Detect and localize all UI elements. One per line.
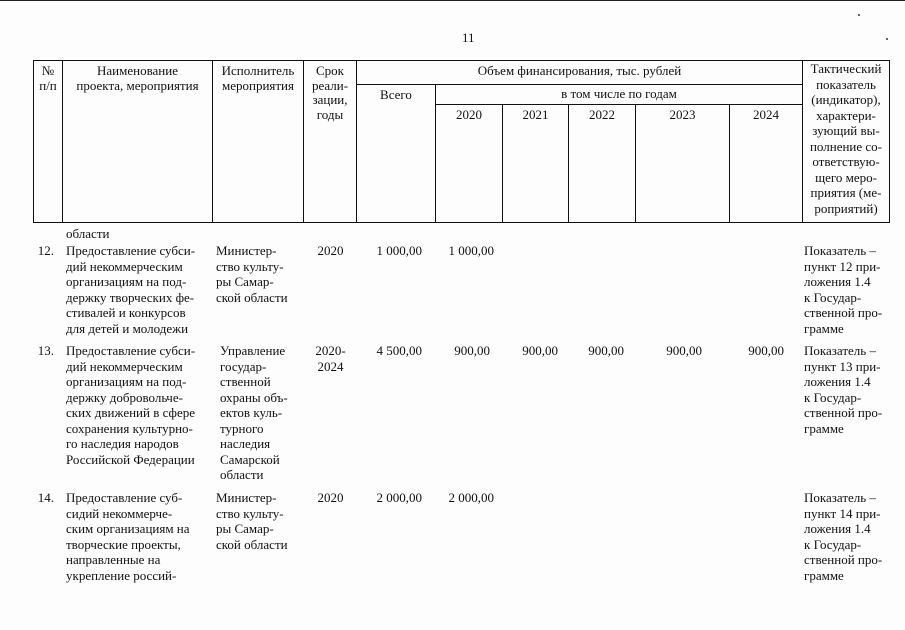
- row-executor: Министер- ство культу- ры Самар- ской области: [216, 490, 288, 552]
- header-col-funding: Объем финансирования, тыс. рублей: [357, 61, 803, 85]
- header-year-2020: 2020: [436, 105, 503, 223]
- row-year-2020: 2 000,00: [448, 490, 494, 505]
- row-name: Предоставление субси- дий некоммерческим организациям на под- держку добровольче- ских движений в сфере сохранения культурно- го наследия народов Российской Федерации: [66, 343, 196, 467]
- header-col-number: № п/п: [34, 61, 63, 223]
- row-year-2020: 1 000,00: [448, 243, 494, 258]
- row-year-2020: 900,00: [454, 343, 490, 358]
- page-top-edge: [0, 0, 905, 1]
- row-indicator: Показатель – пункт 12 при- ложения 1.4 к Государ- ственной про- грамме: [804, 243, 883, 336]
- row-year-2023: 900,00: [666, 343, 702, 358]
- row-executor: Управление государ- ственной охраны объ- ектов куль- турного наследия Самарской области: [220, 343, 288, 482]
- header-col-indicator: Тактический показатель (индикатор), характери- зующий вы- полнение со- ответствую- щего меро- приятия (ме- роприятий): [803, 61, 889, 223]
- header-col-total: Всего: [357, 85, 436, 223]
- row-total: 4 500,00: [376, 343, 422, 358]
- header-year-2022: 2022: [569, 105, 636, 223]
- row-name: Предоставление суб- сидий некоммерче- ским организациям на творческие проекты, направленные на укрепление россий-: [66, 490, 190, 583]
- row-number: 14.: [37, 490, 54, 505]
- row-total: 1 000,00: [376, 243, 422, 258]
- row-name: Предоставление субси- дий некоммерческим организациям на под- держку творческих фе- стивалей и конкурсов для детей и молодежи: [66, 243, 196, 336]
- row-number: 12.: [37, 243, 54, 258]
- header-col-term: Срок реали- зации, годы: [304, 61, 357, 223]
- scan-speck: [858, 14, 860, 16]
- header-col-executor: Исполнитель мероприятия: [213, 61, 304, 223]
- row-indicator: Показатель – пункт 13 при- ложения 1.4 к Государ- ственной про- грамме: [804, 343, 883, 436]
- row-executor: Министер- ство культу- ры Самар- ской области: [216, 243, 288, 305]
- row-year-2024: 900,00: [748, 343, 784, 358]
- header-year-2024: 2024: [730, 105, 803, 223]
- header-year-2021: 2021: [503, 105, 569, 223]
- row-term: 2020: [317, 243, 344, 258]
- carry-over-text: области: [66, 226, 110, 241]
- row-total: 2 000,00: [376, 490, 422, 505]
- row-term: 2020- 2024: [315, 343, 346, 374]
- row-indicator: Показатель – пункт 14 при- ложения 1.4 к Государ- ственной про- грамме: [804, 490, 883, 583]
- header-col-name: Наименование проекта, мероприятия: [63, 61, 213, 223]
- row-term: 2020: [317, 490, 344, 505]
- row-number: 13.: [37, 343, 54, 358]
- table-header: [33, 60, 890, 223]
- row-year-2021: 900,00: [522, 343, 558, 358]
- page-number: 11: [462, 30, 475, 45]
- row-year-2022: 900,00: [588, 343, 624, 358]
- header-year-2023: 2023: [636, 105, 730, 223]
- scan-speck: [886, 38, 888, 40]
- header-col-by-years: в том числе по годам: [436, 85, 803, 105]
